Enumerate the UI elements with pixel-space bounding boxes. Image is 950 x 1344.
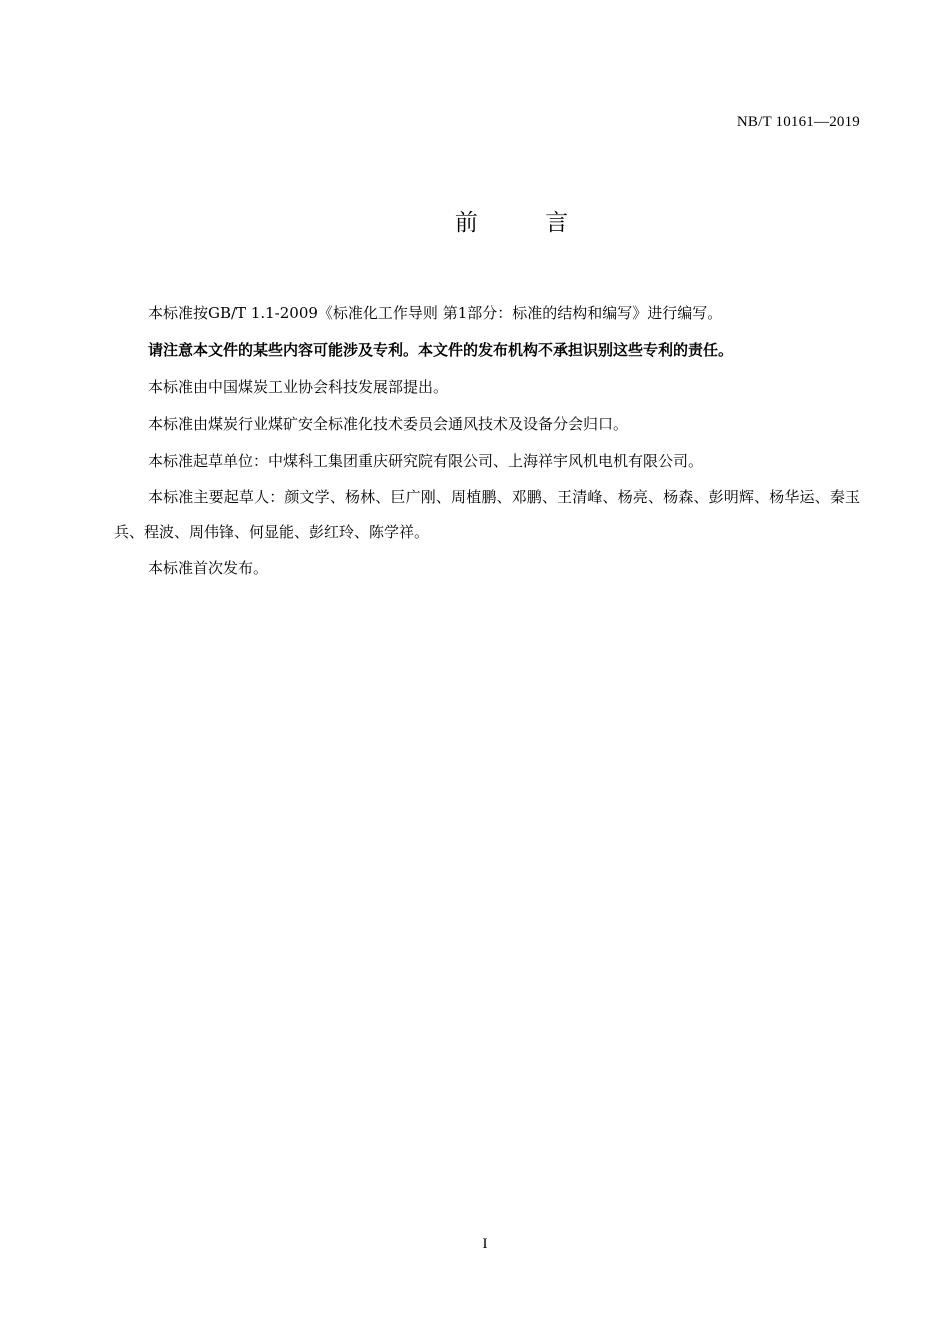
page-number: I <box>482 1236 488 1252</box>
standard-code: NB/T 10161—2019 <box>736 114 860 130</box>
paragraph-drafting-organizations: 本标准起草单位：中煤科工集团重庆研究院有限公司、上海祥宇风机电机有限公司。 <box>148 452 704 470</box>
paragraph-technical-committee: 本标准由煤炭行业煤矿安全标准化技术委员会通风技术及设备分会归口。 <box>148 415 629 433</box>
page-title: 前 言 <box>454 210 599 236</box>
paragraph-drafting-rules: 本标准按GB/T 1.1-2009《标准化工作导则 第1部分：标准的结构和编写》进行编写。 <box>148 304 723 322</box>
paragraph-first-release: 本标准首次发布。 <box>148 559 269 577</box>
foreword-body <box>114 295 860 587</box>
paragraph-proposer: 本标准由中国煤炭工业协会科技发展部提出。 <box>148 378 449 396</box>
paragraph-patent-notice: 请注意本文件的某些内容可能涉及专利。本文件的发布机构不承担识别这些专利的责任。 <box>148 341 734 359</box>
paragraph-drafters: 本标准主要起草人：颜文学、杨林、巨广刚、周植鹏、邓鹏、王清峰、杨亮、杨森、彭明辉、杨华运、秦玉兵、程波、周伟锋、何显能、彭红玲、陈学祥。 <box>114 488 860 541</box>
